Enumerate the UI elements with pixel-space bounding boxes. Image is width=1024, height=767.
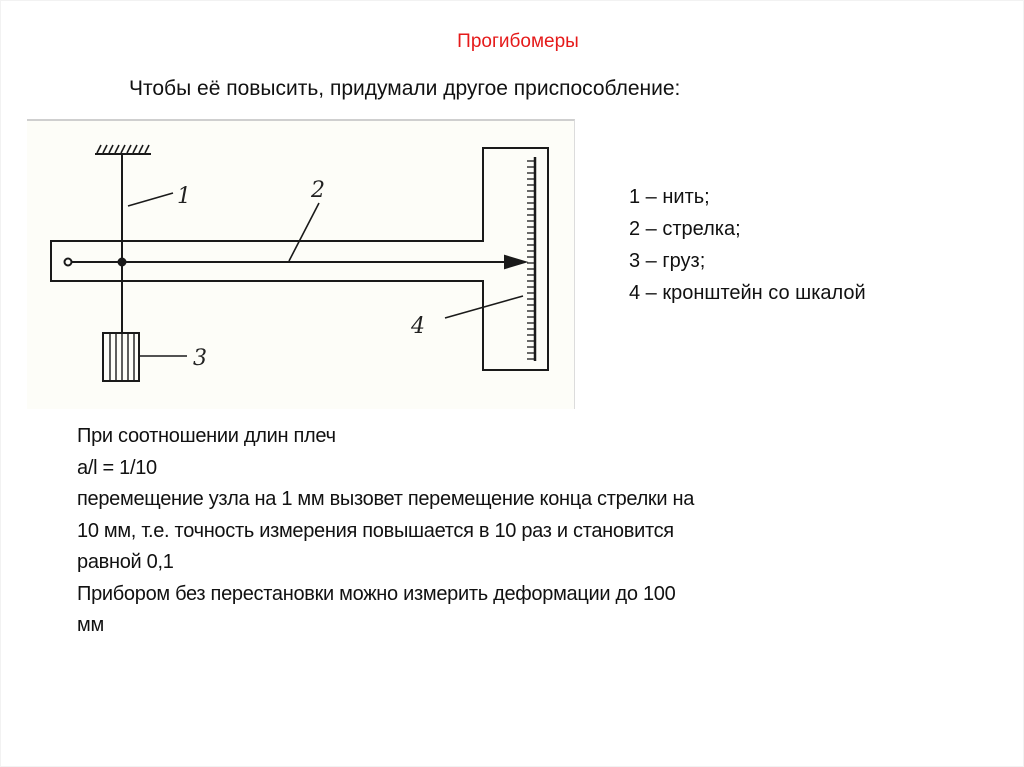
node-point xyxy=(119,259,126,266)
legend-item-thread: 1 – нить; xyxy=(629,186,710,208)
body-line: Прибором без перестановки можно измерить деформации до 100 xyxy=(77,582,676,605)
pointer-arrowhead xyxy=(505,256,525,268)
legend-item-bracket: 4 – кронштейн со шкалой xyxy=(629,282,866,304)
leader-line-1 xyxy=(128,193,173,206)
slide-title: Прогибомеры xyxy=(457,31,579,52)
body-line: перемещение узла на 1 мм вызовет перемещение конца стрелки на xyxy=(77,488,695,510)
weight-stripes xyxy=(110,334,134,380)
body-line: a/l = 1/10 xyxy=(77,456,157,479)
bracket-with-scale xyxy=(51,148,548,370)
legend xyxy=(629,181,866,309)
diagram-svg xyxy=(27,121,575,411)
pivot-point xyxy=(65,259,72,266)
slide-subtitle: Чтобы её повысить, придумали другое приспособление: xyxy=(129,77,681,100)
figure-label-2: 2 xyxy=(311,178,325,203)
ceiling-hatch xyxy=(97,145,149,153)
body-line: мм xyxy=(77,614,104,636)
legend-item-weight: 3 – груз; xyxy=(629,250,706,272)
explanation-text xyxy=(77,421,937,642)
figure-label-3: 3 xyxy=(193,346,207,371)
deflection-gauge-diagram xyxy=(27,119,575,409)
figure-label-4: 4 xyxy=(411,314,425,339)
figure-label-1: 1 xyxy=(177,184,191,209)
body-line: При соотношении длин плеч xyxy=(77,425,336,447)
legend-item-pointer: 2 – стрелка; xyxy=(629,218,741,240)
body-line: равной 0,1 xyxy=(77,551,174,573)
body-line: 10 мм, т.е. точность измерения повышается в 10 раз и становится xyxy=(77,519,674,542)
leader-line-2 xyxy=(289,203,319,261)
